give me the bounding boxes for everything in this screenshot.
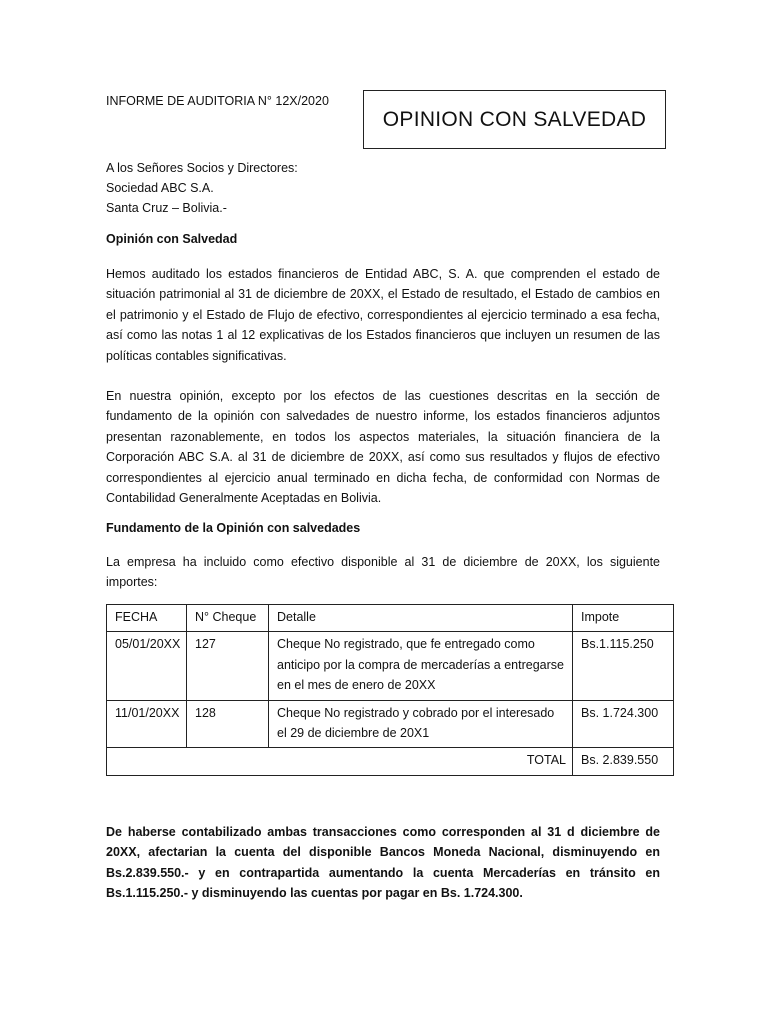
- opinion-title-box: OPINION CON SALVEDAD: [363, 90, 666, 149]
- paragraph-opinion: En nuestra opinión, excepto por los efectos de las cuestiones descritas en la sección de fundamento de la opinión con salvedades de nuestro informe, los estados financieros adjuntos presentan razonablemente, en todos los aspectos materiales, la situación financiera de la Corporación ABC S.A. al 31 de diciembre de 20XX, así como sus resultados y flujos de efectivo correspondientes al ejercicio anual terminado en dicha fecha, de conformidad con Normas de Contabilidad Generalmente Aceptadas en Bolivia.: [106, 389, 660, 506]
- table-total-row: [107, 748, 674, 775]
- table-cell-cheque: 128: [187, 700, 269, 748]
- table-cell-cheque: 127: [187, 632, 269, 700]
- addressee-block: [106, 158, 298, 218]
- paragraph-conclusion: De haberse contabilizado ambas transacciones como corresponden al 31 d diciembre de 20XX, afectarian la cuenta del disponible Bancos Moneda Nacional, disminuyendo en Bs.2.839.550.- y en contrapartida aumentando la cuenta Mercaderías en tránsito en Bs.1.115.250.- y disminuyendo las cuentas por pagar en Bs. 1.724.300.: [106, 825, 660, 901]
- table-cell-date: 11/01/20XX: [107, 700, 187, 748]
- section-heading-basis: Fundamento de la Opinión con salvedades: [106, 521, 361, 535]
- section-heading-opinion: Opinión con Salvedad: [106, 232, 238, 246]
- table-cell-date: 05/01/20XX: [107, 632, 187, 700]
- table-header-cell: FECHA: [107, 605, 187, 632]
- table-cell-amount: Bs. 1.724.300: [573, 700, 674, 748]
- table-cell-amount: Bs.1.115.250: [573, 632, 674, 700]
- total-label: TOTAL: [107, 748, 573, 775]
- table-header-row: [107, 605, 674, 632]
- paragraph-basis-intro: La empresa ha incluido como efectivo disponible al 31 de diciembre de 20XX, los siguiente importes:: [106, 555, 660, 590]
- addressee-line: Sociedad ABC S.A.: [106, 181, 214, 195]
- addressee-line: A los Señores Socios y Directores:: [106, 161, 298, 175]
- table-header-cell: Impote: [573, 605, 674, 632]
- addressee-line: Santa Cruz – Bolivia.-: [106, 201, 227, 215]
- table-cell-detail: Cheque No registrado y cobrado por el interesado el 29 de diciembre de 20X1: [269, 700, 573, 748]
- table-header-cell: N° Cheque: [187, 605, 269, 632]
- table-row: [107, 632, 674, 700]
- total-value: Bs. 2.839.550: [573, 748, 674, 775]
- table-row: [107, 700, 674, 748]
- cheques-table: [106, 604, 674, 776]
- table-cell-detail: Cheque No registrado, que fe entregado como anticipo por la compra de mercaderías a entregarse en el mes de enero de 20XX: [269, 632, 573, 700]
- report-number: INFORME DE AUDITORIA N° 12X/2020: [106, 94, 329, 108]
- table-header-cell: Detalle: [269, 605, 573, 632]
- paragraph-audit-scope: Hemos auditado los estados financieros de Entidad ABC, S. A. que comprenden el estado de situación patrimonial al 31 de diciembre de 20XX, el Estado de resultado, el Estado de cambios en el patrimonio y el Estado de Flujo de efectivo, correspondientes al ejercicio terminado a esa fecha, así como las notas 1 al 12 explicativas de los Estados financieros que incluyen un resumen de las políticas contables significativas.: [106, 267, 660, 363]
